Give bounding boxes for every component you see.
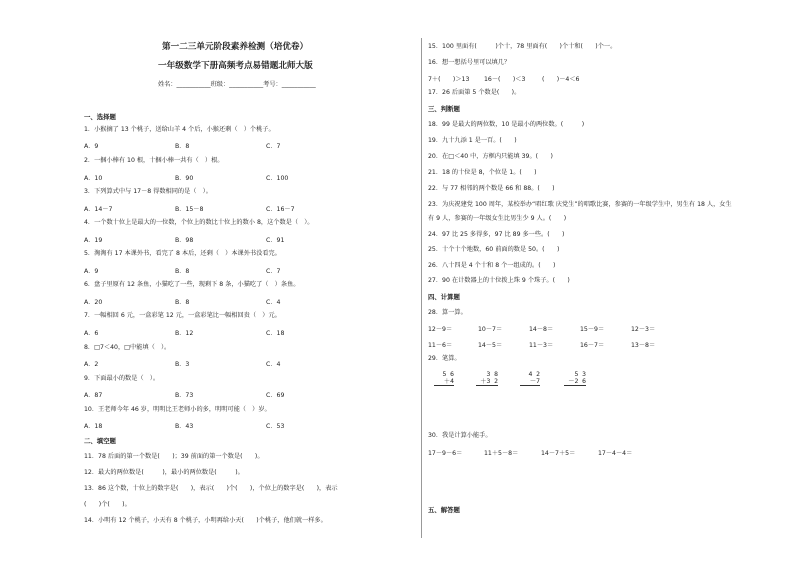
option-a: A．6	[84, 330, 99, 337]
question-12: 12．最大的两位数是( )，最小的两位数是( )。	[84, 469, 244, 476]
operand-top: 3 8	[486, 370, 498, 378]
option-c: C．4	[266, 361, 281, 368]
question-8: 8．□7＜40，□中能填（ ）。	[84, 344, 171, 351]
option-a: A．2	[84, 361, 99, 368]
option-c: C．18	[266, 330, 285, 337]
operand-bottom-row	[476, 378, 498, 386]
question-7: 7．一幅相回 6 元，一盒彩笔 12 元，一盒彩笔比一幅相回贵（ ）元。	[84, 312, 281, 319]
question-24: 24．97 比 25 多得多，97 比 89 多一些。( )	[428, 231, 565, 238]
calc-item: 17－4－4＝	[598, 450, 633, 457]
question-6: 6．盘子里原有 12 条鱼，小猫吃了一些，现剩下 8 条，小猫吃了（ ）条鱼。	[84, 281, 300, 288]
option-c: C．69	[266, 392, 285, 399]
question-25: 25．十个十个地数，60 前面的数是 50。( )	[428, 246, 560, 253]
calc-item: 12－9＝	[428, 326, 453, 333]
question-13: 13．86 这个数，十位上的数字是( )，表示( )个( )，个位上的数字是( )，表示	[84, 485, 338, 492]
operand-bottom-row	[434, 378, 454, 386]
question-9: 9．下面最小的数是（ ）。	[84, 375, 160, 382]
section-fill-heading: 二、填空题	[84, 437, 116, 445]
option-c: C．91	[266, 237, 285, 244]
question-27: 27．90 在计数器上的十位拨上珠 9 个珠子。( )	[428, 277, 570, 284]
option-a: A．19	[84, 237, 103, 244]
calc-item: 14－7＋5＝	[541, 450, 576, 457]
calc-item: 17－9－6＝	[428, 450, 463, 457]
calc-item: 12－3＝	[631, 326, 656, 333]
question-20: 20．在□＜40 中，方框内只能填 39。( )	[428, 153, 553, 160]
inequality-3: ( )－4＜6	[542, 76, 580, 83]
student-info-line: 姓名：___________班级：___________考号：___________	[158, 81, 316, 88]
option-a: A．9	[84, 268, 99, 275]
calc-item: 14－8＝	[529, 326, 554, 333]
question-1: 1．小猴摘了 13 个桃子，送给山羊 4 个后，小猴还剩（ ）个桃子。	[84, 126, 275, 133]
question-13-continued: ( )个( )。	[84, 501, 131, 508]
operand-top: 4 2	[528, 370, 540, 378]
operand-bottom: 2 6	[574, 377, 586, 385]
question-22: 22．与 77 相邻的两个数是 66 和 88。( )	[428, 185, 555, 192]
operand-bottom: 7	[536, 377, 540, 385]
option-a: A．14－7	[84, 206, 113, 213]
question-5: 5．淘淘有 17 本课外书，看完了 8 本后，还剩（ ）本课外书没看完。	[84, 250, 281, 257]
question-10: 10．王老师今年 46 岁，明明比王老师小的多，明明可能（ ）岁。	[84, 406, 271, 413]
question-18: 18．99 是最大的两位数，10 是最小的两位数。( )	[428, 121, 585, 128]
operator: －	[529, 377, 537, 385]
calc-item: 16－7＝	[580, 342, 605, 349]
option-c: C．7	[266, 143, 281, 150]
operator: ＋	[480, 377, 487, 385]
option-b: B．98	[175, 237, 194, 244]
calc-item: 13－8＝	[631, 342, 656, 349]
operand-bottom-row	[564, 378, 586, 386]
inequality-1: 7＋( )＞13	[428, 76, 470, 83]
question-28: 28．算一算。	[428, 309, 467, 316]
question-4: 4．一个数十位上是最大的一位数，个位上的数比十位上的数小 8，这个数是（ ）。	[84, 219, 314, 226]
option-b: B．73	[175, 392, 194, 399]
question-17: 17．26 后面第 5 个数是( )。	[428, 89, 521, 96]
operand-bottom: 4	[450, 377, 454, 385]
option-a: A．18	[84, 423, 103, 430]
section-solve-heading: 五、解答题	[428, 506, 460, 514]
page-subtitle: 一年级数学下册高频考点易错题北师大版	[158, 61, 313, 71]
option-c: C．16－7	[266, 206, 295, 213]
operand-bottom: 3 2	[486, 377, 498, 385]
option-b: B．8	[175, 299, 190, 306]
question-21: 21．18 的十位是 8，个位是 1。( )	[428, 169, 537, 176]
question-15: 15．100 里面有( )个十，78 里面有( )个十和( )个一。	[428, 43, 617, 50]
page-title: 第一二三单元阶段素养检测（培优卷）	[162, 42, 309, 52]
option-b: B．43	[175, 423, 194, 430]
option-a: A．20	[84, 299, 103, 306]
option-a: A．9	[84, 143, 99, 150]
calc-item: 11＋5－8＝	[484, 450, 519, 457]
calc-item: 15－9＝	[580, 326, 605, 333]
column-divider	[421, 38, 422, 538]
operand-bottom-row	[520, 378, 540, 386]
calc-item: 14－5＝	[478, 342, 503, 349]
section-choice-heading: 一、选择题	[84, 113, 116, 121]
option-b: B．3	[175, 361, 190, 368]
option-c: C．53	[266, 423, 285, 430]
operand-top: 5 6	[442, 370, 454, 378]
question-23: 23．为庆祝建党 100 周年，某校举办“唱红歌 庆党生”的唱歌比赛，参赛的一年级学生中，男生有 18 人，女生	[428, 201, 732, 208]
question-3: 3．下列算式中与 17－8 得数相同的是（ ）。	[84, 188, 212, 195]
option-b: B．15－8	[175, 206, 204, 213]
operator: －	[568, 377, 575, 385]
inequality-2: 16－( )＜3	[484, 76, 526, 83]
question-16: 16．想一想括号里可以填几？	[428, 59, 511, 66]
operand-top: 5 3	[574, 370, 586, 378]
question-14: 14．小明有 12 个桃子，小天有 8 个桃子，小明再给小天( )个桃子，他们就一样多。	[84, 517, 327, 524]
option-c: C．100	[266, 175, 289, 182]
option-c: C．7	[266, 268, 281, 275]
option-b: B．90	[175, 175, 194, 182]
question-19: 19．九十九添 1 是一百。( )	[428, 137, 517, 144]
section-judge-heading: 三、判断题	[428, 105, 460, 113]
option-b: B．8	[175, 143, 190, 150]
vertical-calc-1	[434, 371, 454, 386]
calc-item: 11－3＝	[529, 342, 554, 349]
vertical-calc-2	[476, 371, 498, 386]
question-11: 11．78 后面的第一个数是( )；39 前面的第一个数是( )。	[84, 453, 264, 460]
option-c: C．4	[266, 299, 281, 306]
option-b: B．8	[175, 268, 190, 275]
option-b: B．12	[175, 330, 194, 337]
option-a: A．10	[84, 175, 103, 182]
vertical-calc-3	[520, 371, 540, 386]
option-a: A．87	[84, 392, 103, 399]
question-23-continued: 有 9 人，参赛的一年级女生比男生少 9 人。( )	[428, 215, 567, 222]
question-29: 29．笔算。	[428, 355, 461, 362]
section-calc-heading: 四、计算题	[428, 293, 460, 301]
calc-item: 10－7＝	[478, 326, 503, 333]
vertical-calc-4	[564, 371, 586, 386]
question-2: 2．一捆小棒有 10 根，十捆小棒一共有（ ）根。	[84, 157, 224, 164]
question-30: 30．我是计算小能手。	[428, 432, 492, 439]
calc-item: 11－6＝	[428, 342, 453, 349]
question-26: 26．八十四是 4 个十和 8 个一组成的。( )	[428, 262, 556, 269]
operator: ＋	[443, 377, 451, 385]
